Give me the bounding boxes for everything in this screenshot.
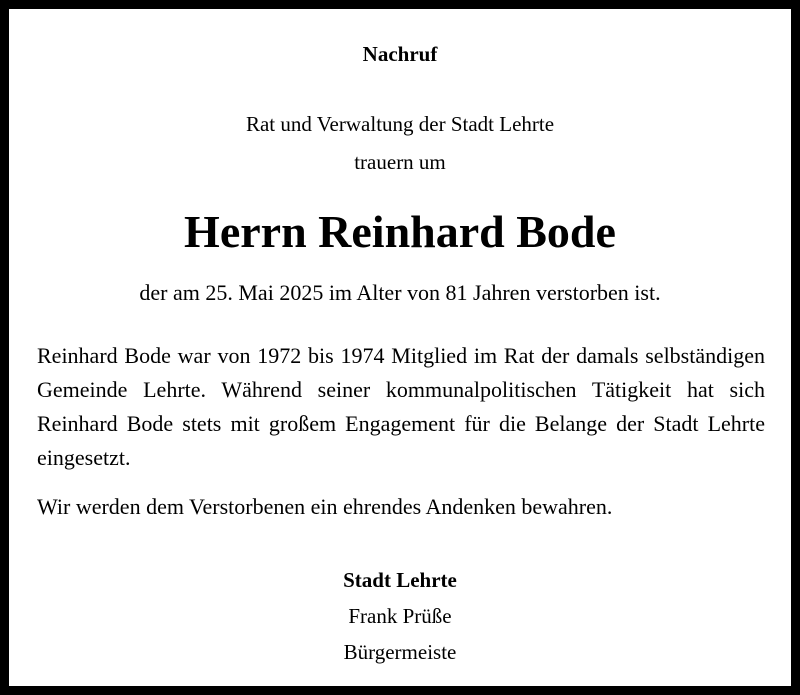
signature-name: Frank Prüße (348, 604, 452, 628)
closing-paragraph: Wir werden dem Verstorbenen ein ehrendes Andenken bewahren. (37, 494, 613, 519)
tribute-paragraph: Reinhard Bode war von 1972 bis 1974 Mitglied im Rat der damals selbständigen Gemeinde Lehrte. Während seiner kommunalpolitischen Tätigkeit hat sich Reinhard Bode stets mit großem Engagement für die Belange der Stadt Lehrte eingesetzt. (37, 343, 765, 470)
death-line: der am 25. Mai 2025 im Alter von 81 Jahren verstorben ist. (139, 280, 661, 305)
deceased-name: Herrn Reinhard Bode (184, 206, 616, 257)
signature-organization: Stadt Lehrte (343, 568, 457, 592)
organization-line: Rat und Verwaltung der Stadt Lehrte (245, 112, 555, 136)
signature-title: Bürgermeiste (343, 640, 457, 664)
notice-heading: Nachruf (362, 42, 438, 66)
mourning-line: trauern um (354, 150, 446, 174)
